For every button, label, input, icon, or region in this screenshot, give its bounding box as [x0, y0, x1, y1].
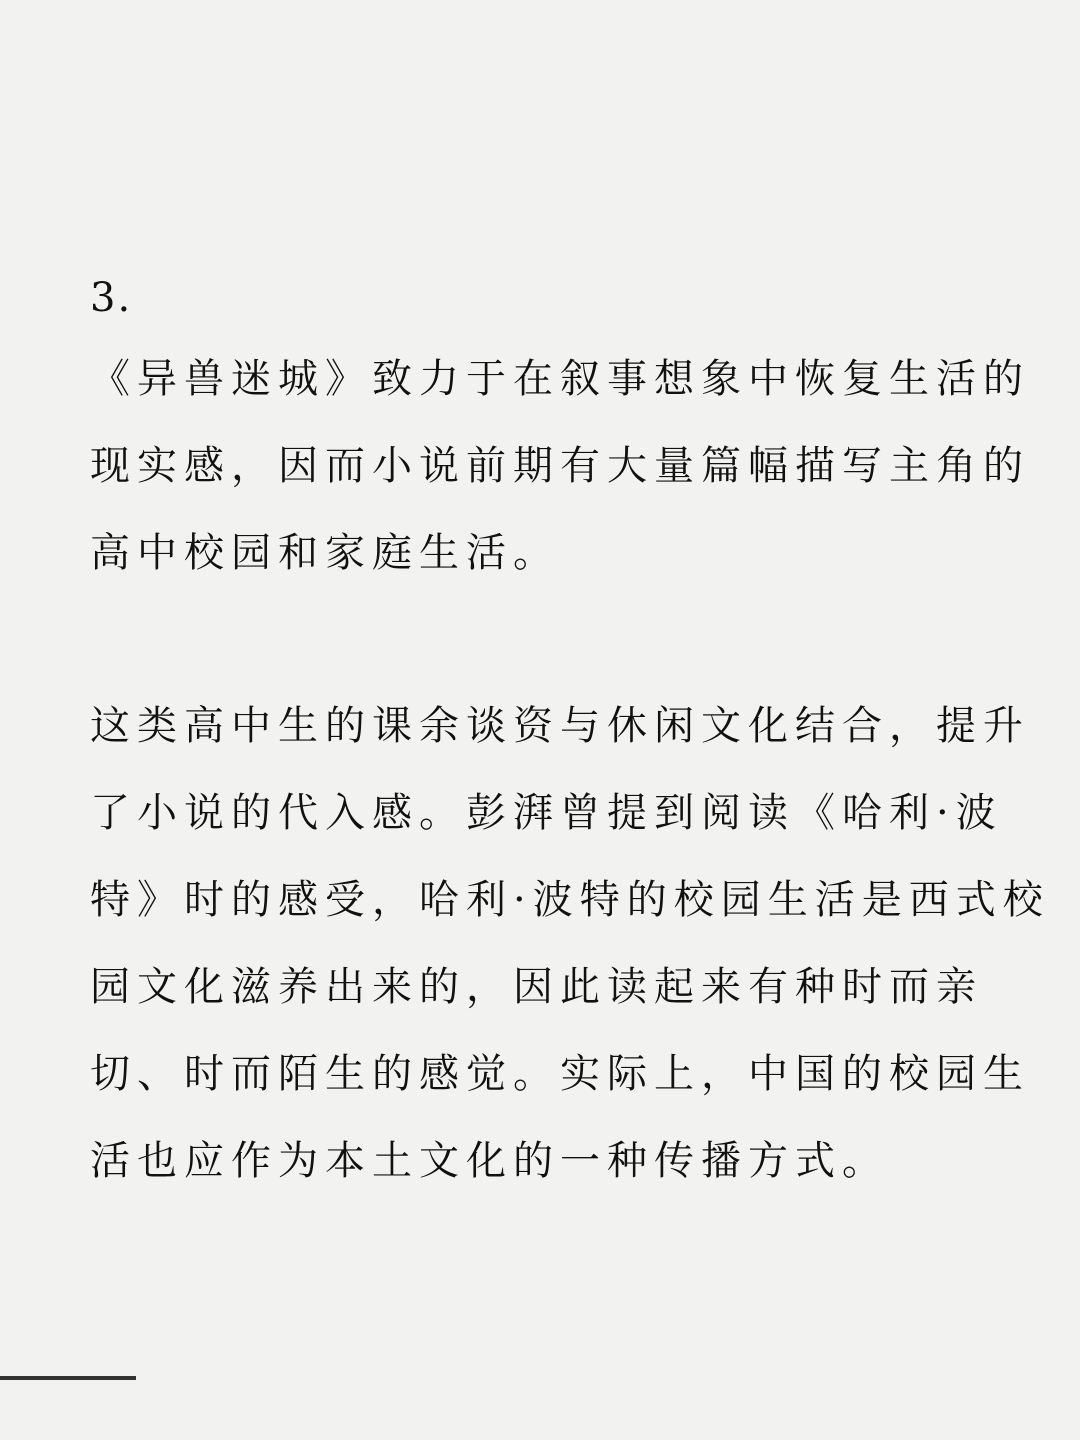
section-number: 3. — [90, 275, 133, 321]
bottom-divider — [0, 1376, 136, 1380]
paragraph-line: 切、时而陌生的感觉。实际上，中国的校园生 — [90, 1051, 1030, 1097]
paragraph-line: 现实感，因而小说前期有大量篇幅描写主角的 — [90, 443, 1030, 489]
paragraph-line: 这类高中生的课余谈资与休闲文化结合，提升 — [90, 703, 1030, 749]
paragraph-2 — [90, 683, 1050, 1205]
paragraph-1 — [90, 336, 1030, 597]
paragraph-line: 活也应作为本土文化的一种传播方式。 — [90, 1138, 889, 1184]
paragraph-line: 了小说的代入感。彭湃曾提到阅读《哈利·波 — [90, 790, 1003, 836]
paragraph-line: 特》时的感受，哈利·波特的校园生活是西式校 — [90, 877, 1050, 923]
paragraph-line: 园文化滋养出来的，因此读起来有种时而亲 — [90, 964, 983, 1010]
paragraph-line: 《异兽迷城》致力于在叙事想象中恢复生活的 — [90, 356, 1030, 402]
paragraph-line: 高中校园和家庭生活。 — [90, 530, 560, 576]
